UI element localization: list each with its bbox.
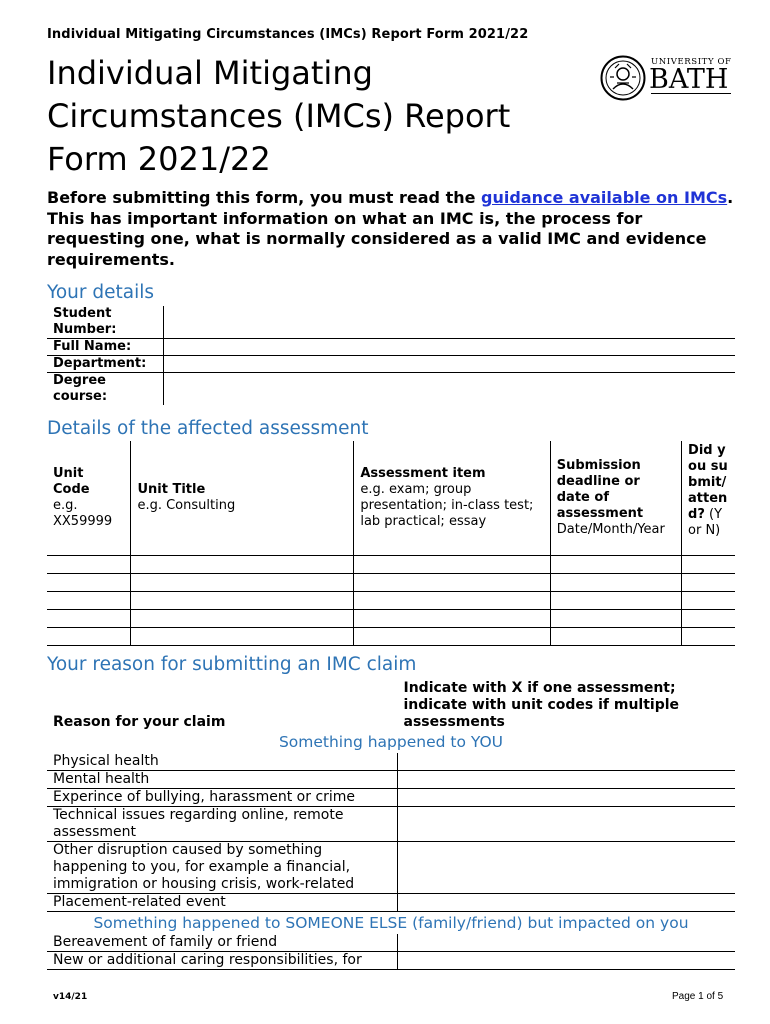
cell-input[interactable]: [131, 610, 354, 628]
reason-mark-field[interactable]: [398, 807, 736, 842]
reason-mark-field[interactable]: [398, 789, 736, 807]
cell-input[interactable]: [47, 610, 131, 628]
version-label: v14/21: [53, 992, 88, 1002]
cell-input[interactable]: [550, 556, 681, 574]
reason-label: Physical health: [47, 753, 398, 771]
logo-main-text: BATH: [649, 64, 729, 95]
reason-heading: Your reason for submitting an IMC claim: [47, 654, 417, 675]
reason-mark-field[interactable]: [398, 894, 736, 912]
cell-input[interactable]: [550, 574, 681, 592]
reason-mark-field[interactable]: [398, 934, 736, 952]
reason-row: [47, 771, 735, 789]
assessment-row: [47, 610, 735, 628]
reason-row: [47, 789, 735, 807]
group-title-you: Something happened to YOU: [278, 733, 504, 751]
reason-row: [47, 934, 735, 952]
page-title: Individual Mitigating Circumstances (IMCs) Report Form 2021/22: [47, 54, 511, 178]
cell-input[interactable]: [47, 592, 131, 610]
university-logo: [600, 55, 732, 101]
assessment-heading: Details of the affected assessment: [47, 418, 369, 439]
details-label: Full Name:: [47, 339, 164, 356]
cell-input[interactable]: [354, 610, 550, 628]
group-title-someone-else: Something happened to SOMEONE ELSE (family/friend) but impacted on you: [93, 914, 689, 932]
col-unit-code: Unit Code e.g. XX59999: [47, 441, 131, 556]
cell-input[interactable]: [682, 592, 735, 610]
student-number-field[interactable]: [164, 306, 736, 339]
details-label: Degree course:: [47, 373, 164, 406]
cell-input[interactable]: [354, 556, 550, 574]
reason-label: Other disruption caused by something happening to you, for example a financial, immigration or housing crisis, work-related: [47, 842, 398, 894]
full-name-field[interactable]: [164, 339, 736, 356]
cell-input[interactable]: [131, 628, 354, 646]
assessment-row: [47, 556, 735, 574]
reason-label: Technical issues regarding online, remote assessment: [47, 807, 398, 842]
cell-input[interactable]: [131, 592, 354, 610]
cell-input[interactable]: [682, 556, 735, 574]
group-title-row: [47, 912, 735, 935]
cell-input[interactable]: [354, 574, 550, 592]
your-details-heading: Your details: [47, 282, 155, 303]
details-row-student-number: [47, 306, 735, 339]
cell-input[interactable]: [354, 592, 550, 610]
reason-mark-field[interactable]: [398, 952, 736, 970]
cell-input[interactable]: [682, 574, 735, 592]
details-row-department: [47, 356, 735, 373]
department-field[interactable]: [164, 356, 736, 373]
reason-row: [47, 894, 735, 912]
indicate-col-header: Indicate with X if one assessment; indicate with unit codes if multiple assessments: [403, 680, 680, 730]
reason-table: [47, 679, 735, 970]
details-row-full-name: [47, 339, 735, 356]
col-assessment-item: Assessment item e.g. exam; group presentation; in-class test; lab practical; essay: [354, 441, 550, 556]
cell-input[interactable]: [682, 628, 735, 646]
details-label: Student Number:: [47, 306, 164, 339]
reason-label: Bereavement of family or friend: [47, 934, 398, 952]
reason-mark-field[interactable]: [398, 842, 736, 894]
reason-row: [47, 842, 735, 894]
reason-label: Mental health: [47, 771, 398, 789]
crest-icon: [600, 55, 646, 101]
assessment-row: [47, 592, 735, 610]
assessment-row: [47, 574, 735, 592]
reason-col-header: Reason for your claim: [53, 714, 226, 730]
col-unit-title: Unit Title e.g. Consulting: [131, 441, 354, 556]
details-row-degree-course: [47, 373, 735, 406]
cell-input[interactable]: [47, 574, 131, 592]
degree-course-field[interactable]: [164, 373, 736, 406]
reason-row: [47, 807, 735, 842]
cell-input[interactable]: [550, 628, 681, 646]
col-submitted: Did you submit/attend? (Y or N): [682, 441, 735, 556]
cell-input[interactable]: [354, 628, 550, 646]
cell-input[interactable]: [550, 592, 681, 610]
cell-input[interactable]: [682, 610, 735, 628]
reason-mark-field[interactable]: [398, 753, 736, 771]
reason-row: [47, 753, 735, 771]
reason-row: [47, 952, 735, 970]
cell-input[interactable]: [131, 574, 354, 592]
logo-top-text: UNIVERSITY OF: [651, 57, 732, 67]
intro-text-after: . This has important information on what an IMC is, the process for requesting one, what is normally considered as a valid IMC and evidence requirements.: [47, 188, 734, 269]
logo-underline: [651, 93, 731, 94]
assessment-header-row: [47, 441, 735, 556]
running-header: Individual Mitigating Circumstances (IMCs) Report Form 2021/22: [47, 27, 529, 42]
cell-input[interactable]: [47, 556, 131, 574]
guidance-link[interactable]: guidance available on IMCs: [481, 188, 728, 207]
intro-paragraph: [47, 188, 737, 270]
col-submission-deadline: Submission deadline or date of assessment Date/Month/Year: [550, 441, 681, 556]
reason-label: Placement-related event: [47, 894, 398, 912]
page-number: Page 1 of 5: [672, 991, 724, 1002]
reason-label: New or additional caring responsibilities, for: [47, 952, 398, 970]
reason-label: Experince of bullying, harassment or crime: [47, 789, 398, 807]
assessment-table: [47, 441, 735, 646]
group-title-row: [47, 731, 735, 753]
intro-text-before: Before submitting this form, you must read the: [47, 188, 482, 207]
assessment-row: [47, 628, 735, 646]
cell-input[interactable]: [550, 610, 681, 628]
details-label: Department:: [47, 356, 164, 373]
cell-input[interactable]: [131, 556, 354, 574]
reason-header-row: [47, 679, 735, 731]
reason-mark-field[interactable]: [398, 771, 736, 789]
cell-input[interactable]: [47, 628, 131, 646]
your-details-table: [47, 306, 735, 405]
